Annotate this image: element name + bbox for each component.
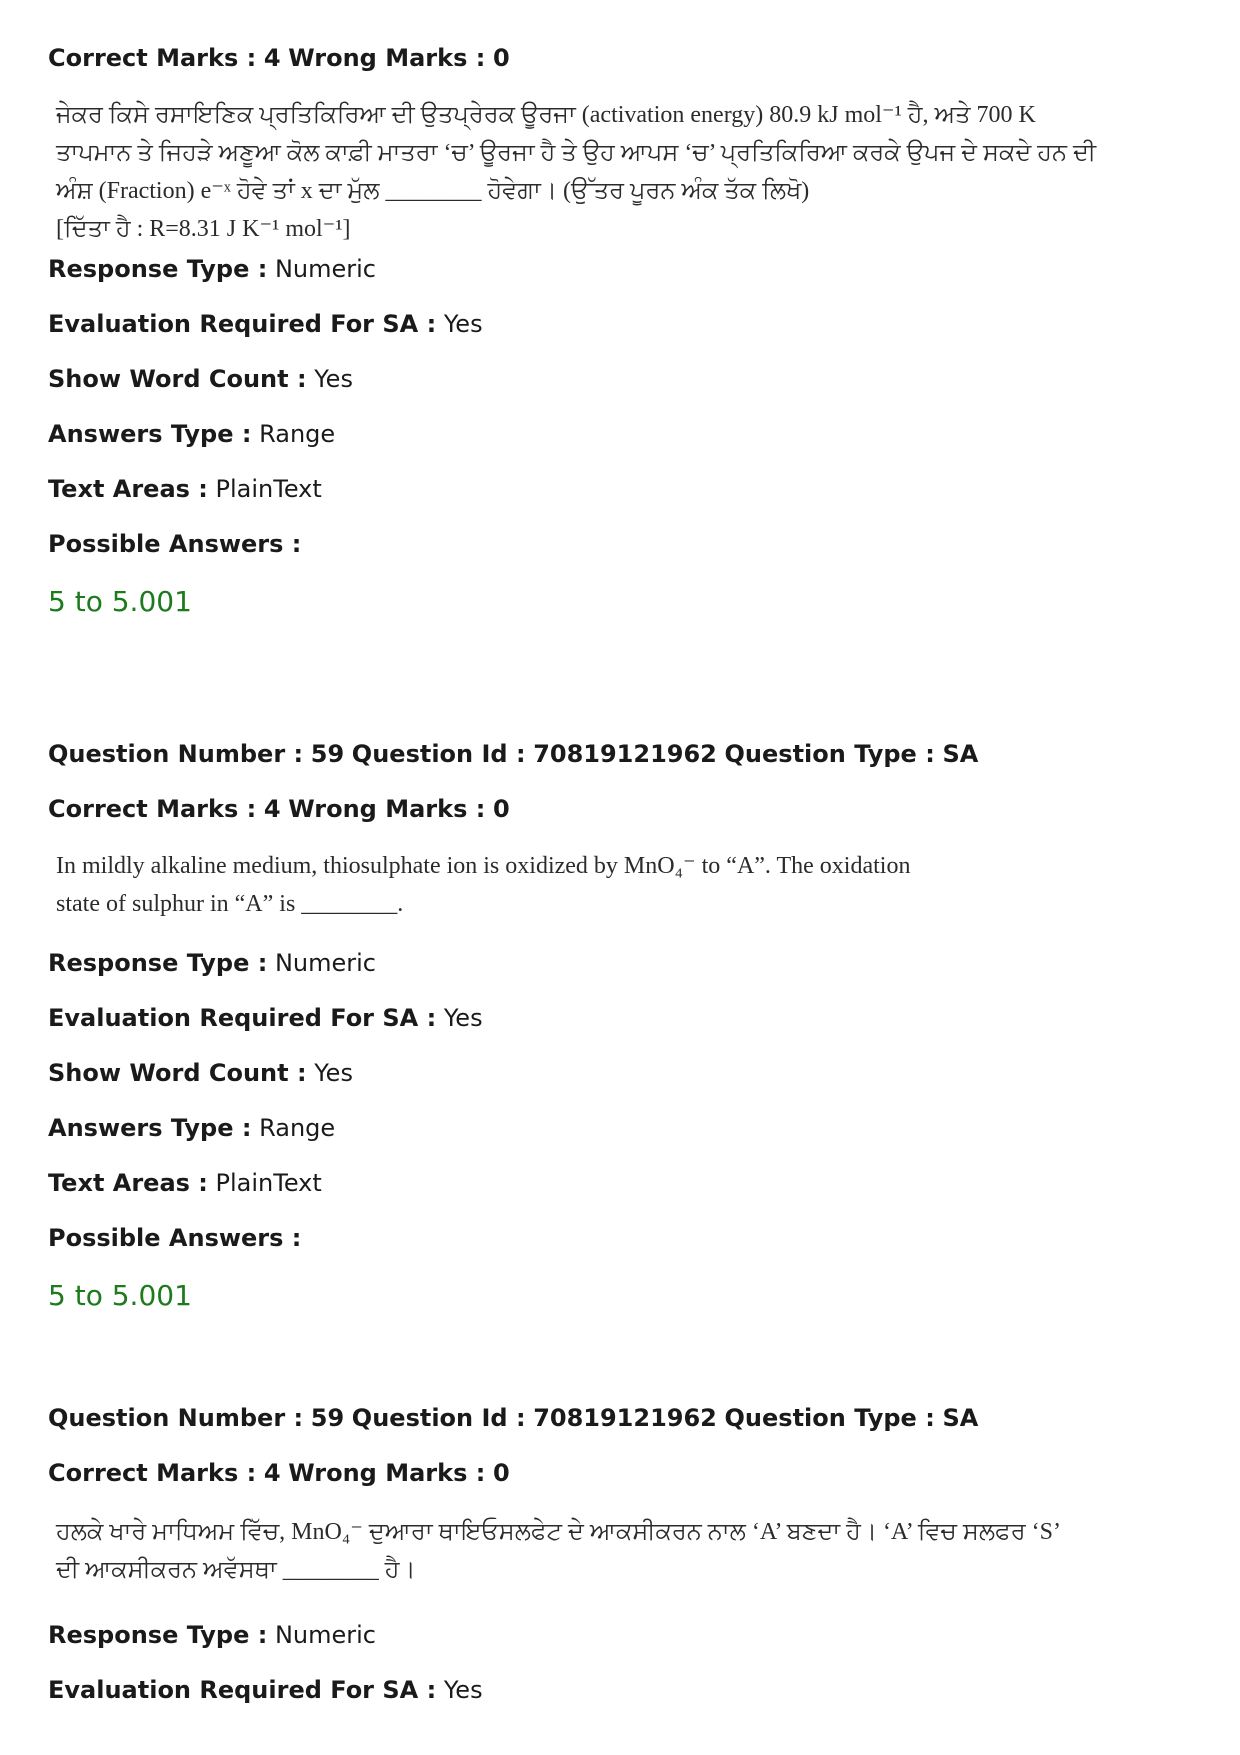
question-type-label: Question Type : <box>724 740 935 768</box>
correct-marks-value: 4 <box>263 795 281 823</box>
question-type-value: SA <box>942 740 979 768</box>
response-type-value: Numeric <box>274 949 376 977</box>
text-areas-label: Text Areas : <box>48 475 208 503</box>
response-type-line <box>48 1620 376 1650</box>
possible-answers-line <box>48 529 301 559</box>
possible-answer-value: 5 to 5.001 <box>48 585 192 618</box>
wrong-marks-value: 0 <box>492 1459 510 1487</box>
evaluation-required-line <box>48 1675 483 1705</box>
answers-type-value: Range <box>259 1114 336 1142</box>
evaluation-required-label: Evaluation Required For SA : <box>48 1676 437 1704</box>
possible-answers-label: Possible Answers : <box>48 1224 302 1252</box>
evaluation-required-line <box>48 309 483 339</box>
question-line: state of sulphur in “A” is ________. <box>56 891 404 917</box>
question-number-label: Question Number : <box>48 740 304 768</box>
text-areas-line <box>48 474 322 504</box>
possible-answer-value: 5 to 5.001 <box>48 1279 192 1312</box>
question-header <box>48 1403 978 1433</box>
show-word-count-label: Show Word Count : <box>48 365 307 393</box>
show-word-count-value: Yes <box>314 1059 353 1087</box>
correct-marks-value: 4 <box>263 44 281 72</box>
evaluation-required-value: Yes <box>443 1676 483 1704</box>
question-number-value: 59 <box>310 740 345 768</box>
correct-marks-value: 4 <box>263 1459 281 1487</box>
evaluation-required-label: Evaluation Required For SA : <box>48 310 437 338</box>
wrong-marks-label: Wrong Marks : <box>288 1459 486 1487</box>
question-line: ਹਲਕੇ ਖਾਰੇ ਮਾਧਿਅਮ ਵਿੱਚ, MnO₄⁻ ਦੁਆਰਾ ਥਾਇਓਸਲਫੇਟ ਦੇ ਆਕਸੀਕਰਨ ਨਾਲ ‘A’ ਬਣਦਾ ਹੈ। ‘A’ ਵਿਚ ਸਲਫਰ ‘S’ <box>56 1519 1061 1545</box>
marks-line <box>48 43 510 73</box>
wrong-marks-label: Wrong Marks : <box>288 44 486 72</box>
question-id-value: 70819121962 <box>533 1404 717 1432</box>
question-line: ਅੰਸ਼ (Fraction) e⁻ˣ ਹੋਵੇ ਤਾਂ x ਦਾ ਮੁੱਲ ________ ਹੋਵੇਗਾ। (ਉੱਤਰ ਪੂਰਨ ਅੰਕ ਤੱਕ ਲਿਖੋ) <box>56 178 810 204</box>
question-id-label: Question Id : <box>351 1404 526 1432</box>
evaluation-required-value: Yes <box>443 310 483 338</box>
response-type-label: Response Type : <box>48 1621 268 1649</box>
marks-line <box>48 794 510 824</box>
possible-answers-label: Possible Answers : <box>48 530 302 558</box>
correct-marks-label: Correct Marks : <box>48 44 257 72</box>
response-type-value: Numeric <box>274 1621 376 1649</box>
response-type-line <box>48 948 376 978</box>
text-areas-value: PlainText <box>215 475 322 503</box>
show-word-count-line <box>48 364 353 394</box>
show-word-count-value: Yes <box>314 365 353 393</box>
question-line: ਜੇਕਰ ਕਿਸੇ ਰਸਾਇਣਿਕ ਪ੍ਰਤਿਕਿਰਿਆ ਦੀ ਉਤਪ੍ਰੇਰਕ ਊਰਜਾ (activation energy) 80.9 kJ mol⁻¹ ਹੈ, ਅਤੇ 700 K <box>56 102 1036 128</box>
answers-type-label: Answers Type : <box>48 1114 252 1142</box>
response-type-value: Numeric <box>274 255 376 283</box>
answers-type-value: Range <box>259 420 336 448</box>
response-type-label: Response Type : <box>48 949 268 977</box>
question-type-label: Question Type : <box>724 1404 935 1432</box>
show-word-count-label: Show Word Count : <box>48 1059 307 1087</box>
evaluation-required-line <box>48 1003 483 1033</box>
question-line: In mildly alkaline medium, thiosulphate ion is oxidized by MnO₄⁻ to “A”. The oxidation <box>56 853 911 879</box>
question-type-value: SA <box>942 1404 979 1432</box>
question-header <box>48 739 978 769</box>
question-line: ਤਾਪਮਾਨ ਤੇ ਜਿਹੜੇ ਅਣੂਆ ਕੋਲ ਕਾਫ਼ੀ ਮਾਤਰਾ ‘ਚ’ ਊਰਜਾ ਹੈ ਤੇ ਉਹ ਆਪਸ ‘ਚ’ ਪ੍ਰਤਿਕਿਰਿਆ ਕਰਕੇ ਉਪਜ ਦੇ ਸਕਦੇ ਹਨ ਦੀ <box>56 140 1097 166</box>
question-line: [ਦਿੱਤਾ ਹੈ : R=8.31 J K⁻¹ mol⁻¹] <box>56 216 351 242</box>
response-type-label: Response Type : <box>48 255 268 283</box>
question-text <box>56 96 1096 248</box>
text-areas-line <box>48 1168 322 1198</box>
question-text <box>56 847 910 923</box>
text-areas-label: Text Areas : <box>48 1169 208 1197</box>
question-id-value: 70819121962 <box>533 740 717 768</box>
response-type-line <box>48 254 376 284</box>
question-number-value: 59 <box>310 1404 345 1432</box>
question-id-label: Question Id : <box>351 740 526 768</box>
correct-marks-label: Correct Marks : <box>48 1459 257 1487</box>
evaluation-required-label: Evaluation Required For SA : <box>48 1004 437 1032</box>
question-number-label: Question Number : <box>48 1404 304 1432</box>
question-line: ਦੀ ਆਕਸੀਕਰਨ ਅਵੱਸਥਾ ________ ਹੈ। <box>56 1557 416 1583</box>
answers-type-line <box>48 419 335 449</box>
answers-type-line <box>48 1113 335 1143</box>
answers-type-label: Answers Type : <box>48 420 252 448</box>
possible-answers-line <box>48 1223 301 1253</box>
wrong-marks-value: 0 <box>492 44 510 72</box>
evaluation-required-value: Yes <box>443 1004 483 1032</box>
question-text <box>56 1513 1061 1589</box>
correct-marks-label: Correct Marks : <box>48 795 257 823</box>
marks-line <box>48 1458 510 1488</box>
show-word-count-line <box>48 1058 353 1088</box>
wrong-marks-label: Wrong Marks : <box>288 795 486 823</box>
wrong-marks-value: 0 <box>492 795 510 823</box>
text-areas-value: PlainText <box>215 1169 322 1197</box>
